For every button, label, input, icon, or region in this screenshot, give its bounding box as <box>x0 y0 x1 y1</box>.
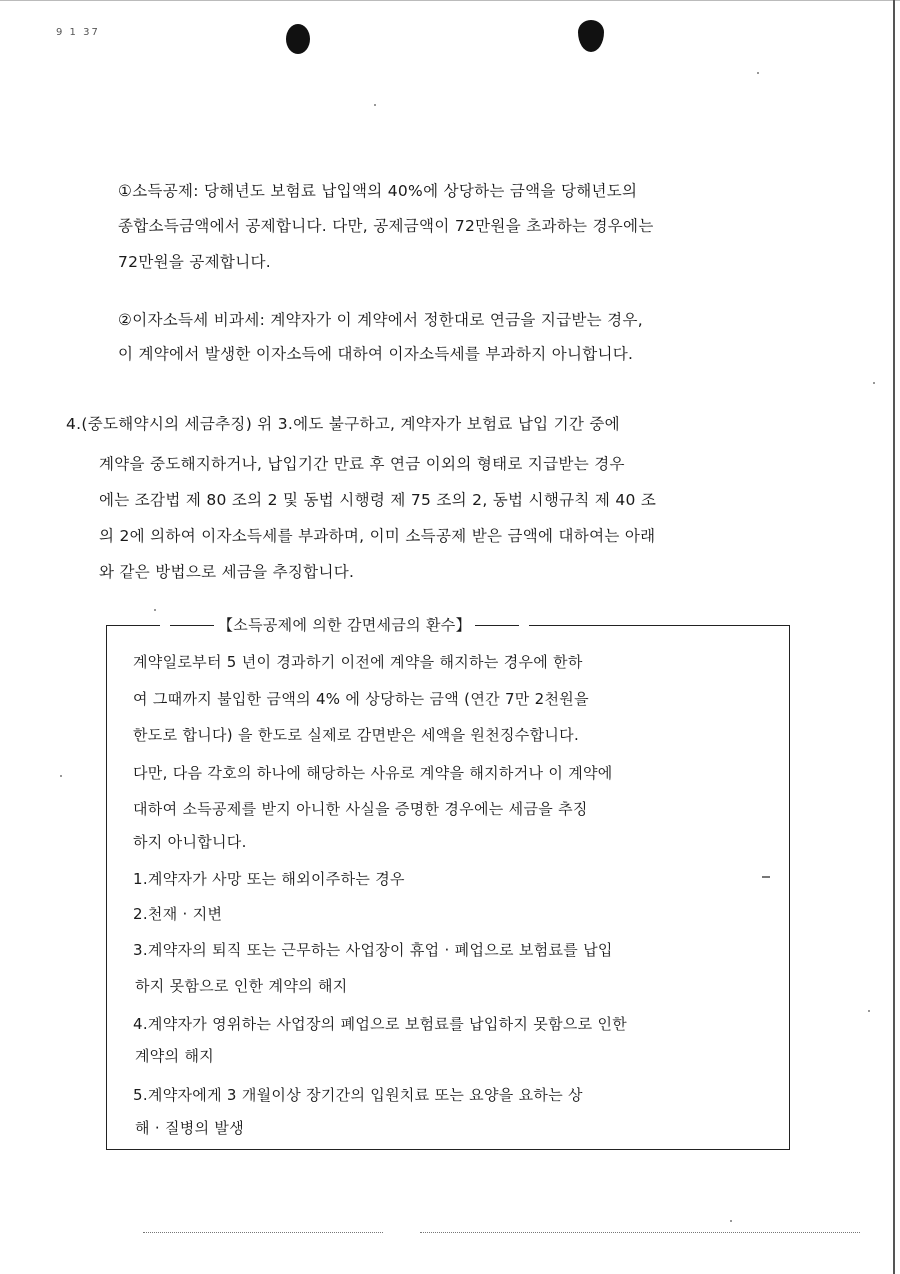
interest-tax-line-2: 이 계약에서 발생한 이자소득에 대하여 이자소득세를 부과하지 아니합니다. <box>118 345 634 363</box>
scan-speck <box>154 609 156 611</box>
box-line-3: 한도로 합니다) 을 한도로 실제로 감면받은 세액을 원천징수합니다. <box>133 726 580 744</box>
income-deduction-line-1: ①소득공제: 당해년도 보험료 납입액의 40%에 상당하는 금액을 당해년도의 <box>118 182 638 200</box>
scan-dash <box>762 876 770 878</box>
fax-header-mark: 9 1 37 <box>56 27 100 38</box>
box-title-text: 【소득공제에 의한 감면세금의 환수】 <box>218 616 471 634</box>
page-right-edge <box>893 0 895 1274</box>
scan-speck <box>873 382 875 384</box>
section4-line-1: 4.(중도해약시의 세금추징) 위 3.에도 불구하고, 계약자가 보험료 납입 기간 중에 <box>66 415 620 433</box>
scan-speck <box>868 1010 870 1012</box>
box-item-3-cont: 하지 못함으로 인한 계약의 해지 <box>135 977 348 995</box>
box-line-4: 다만, 다음 각호의 하나에 해당하는 사유로 계약을 해지하거나 이 계약에 <box>133 764 613 782</box>
box-item-3: 3.계약자의 퇴직 또는 근무하는 사업장이 휴업 · 폐업으로 보험료를 납입 <box>133 941 613 959</box>
box-item-5-cont: 해 · 질병의 발생 <box>135 1119 245 1137</box>
box-item-4: 4.계약자가 영위하는 사업장의 폐업으로 보험료를 납입하지 못함으로 인한 <box>133 1015 628 1033</box>
box-item-5: 5.계약자에게 3 개월이상 장기간의 입원치료 또는 요양을 요하는 상 <box>133 1086 583 1104</box>
page-top-edge <box>0 0 900 1</box>
footer-dotted-line-left <box>143 1232 383 1233</box>
tax-recovery-box-title <box>160 614 529 636</box>
section4-line-4: 의 2에 의하여 이자소득세를 부과하며, 이미 소득공제 받은 금액에 대하여는 아래 <box>99 527 656 545</box>
scan-speck <box>374 104 376 106</box>
punch-hole-left <box>286 24 310 54</box>
scan-speck <box>60 775 62 777</box>
scan-speck <box>730 1220 732 1222</box>
scan-speck <box>757 72 759 74</box>
income-deduction-line-2: 종합소득금액에서 공제합니다. 다만, 공제금액이 72만원을 초과하는 경우에는 <box>118 217 654 235</box>
box-line-5: 대하여 소득공제를 받지 아니한 사실을 증명한 경우에는 세금을 추징 <box>133 800 588 818</box>
box-line-6: 하지 아니합니다. <box>133 833 247 851</box>
punch-hole-right <box>578 20 604 52</box>
section4-line-5: 와 같은 방법으로 세금을 추징합니다. <box>99 563 355 581</box>
footer-dotted-line-right <box>420 1232 860 1233</box>
section4-line-3: 에는 조감법 제 80 조의 2 및 동법 시행령 제 75 조의 2, 동법 시행규칙 제 40 조 <box>99 491 657 509</box>
box-item-1: 1.계약자가 사망 또는 해외이주하는 경우 <box>133 870 405 888</box>
box-item-4-cont: 계약의 해지 <box>135 1047 215 1065</box>
section4-line-2: 계약을 중도해지하거나, 납입기간 만료 후 연금 이외의 형태로 지급받는 경우 <box>99 455 625 473</box>
box-line-2: 여 그때까지 불입한 금액의 4% 에 상당하는 금액 (연간 7만 2천원을 <box>133 690 589 708</box>
income-deduction-line-3: 72만원을 공제합니다. <box>118 253 271 271</box>
box-line-1: 계약일로부터 5 년이 경과하기 이전에 계약을 해지하는 경우에 한하 <box>133 653 583 671</box>
box-item-2: 2.천재 · 지변 <box>133 905 223 923</box>
interest-tax-line-1: ②이자소득세 비과세: 계약자가 이 계약에서 정한대로 연금을 지급받는 경우, <box>118 311 643 329</box>
